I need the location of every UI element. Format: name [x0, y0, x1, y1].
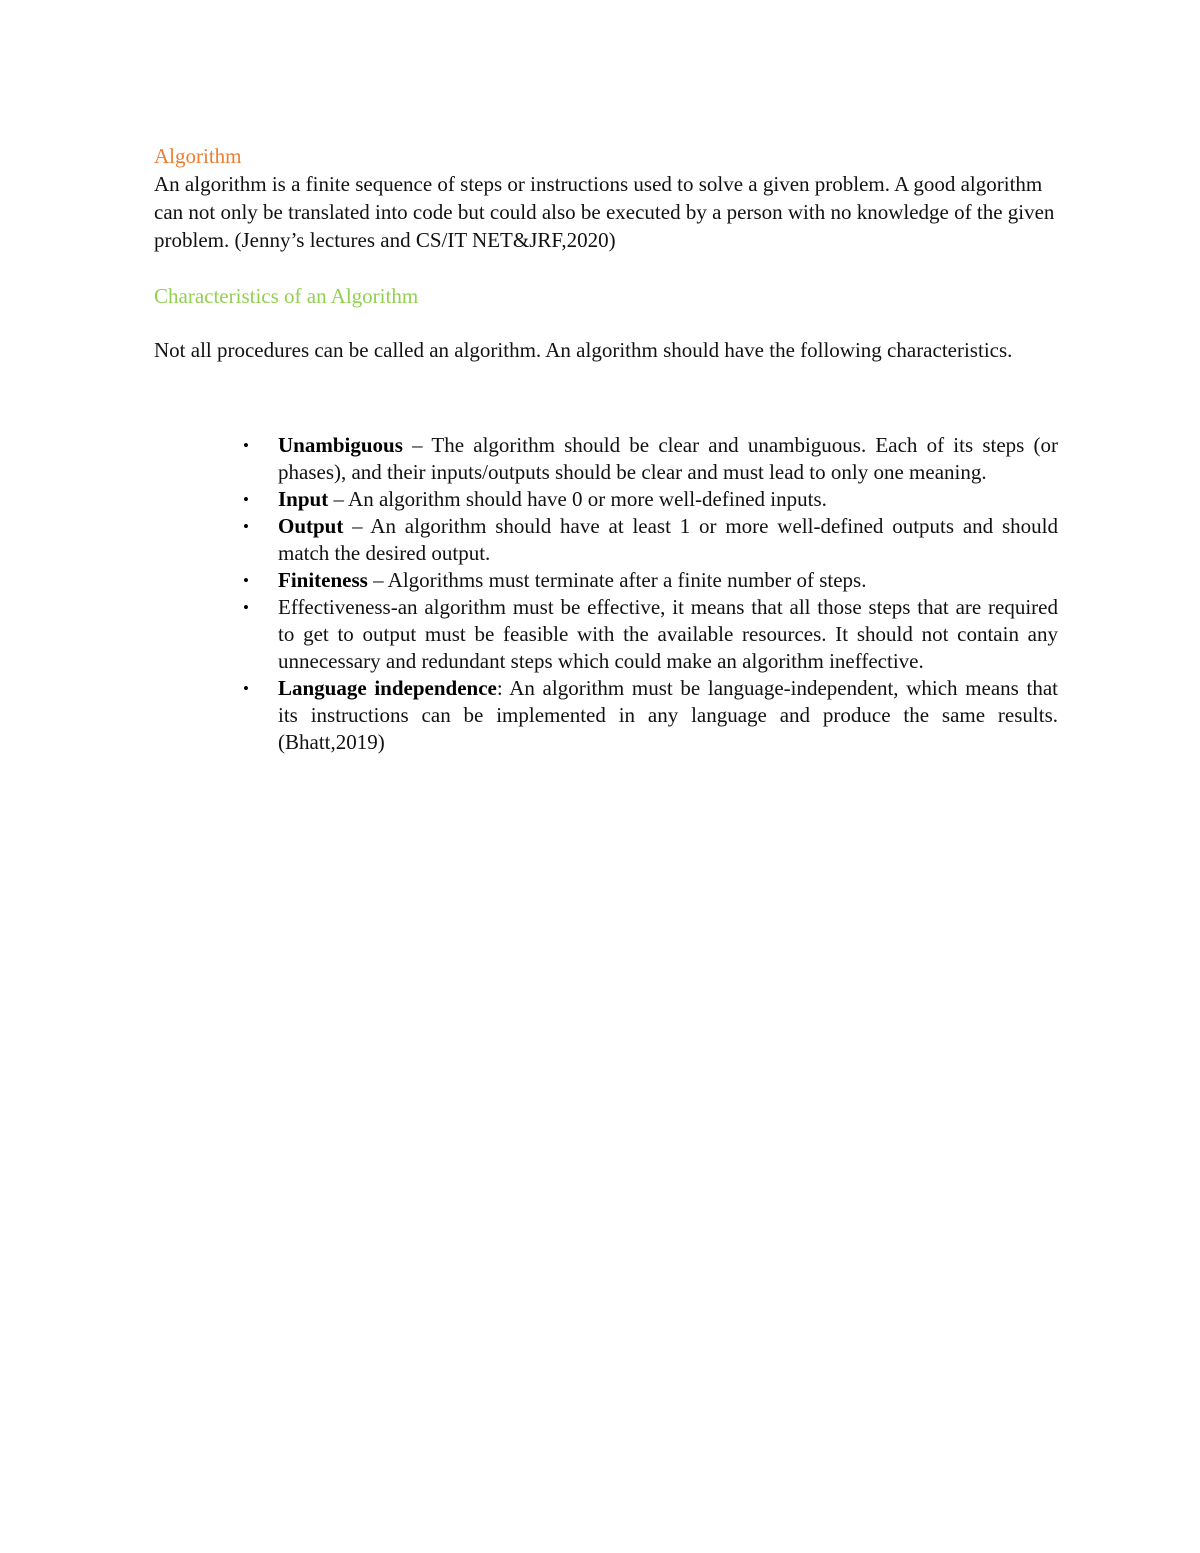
term-label: Input — [278, 487, 329, 511]
bullet-icon: • — [243, 490, 249, 509]
bullet-icon: • — [243, 679, 249, 698]
bullet-icon: • — [243, 571, 249, 590]
characteristics-intro-paragraph: Not all procedures can be called an algorithm. An algorithm should have the following characteristics. — [154, 338, 1013, 362]
term-description: Effectiveness-an algorithm must be effective, it means that all those steps that are required to get to output must be feasible with the available resources. It should not contain any unnecessary and redundant steps which could make an algorithm ineffective. — [278, 595, 1058, 673]
term-label: Finiteness — [278, 568, 368, 592]
bullet-icon: • — [243, 517, 249, 536]
term-description: – An algorithm should have 0 or more well-defined inputs. — [328, 487, 827, 511]
heading-characteristics: Characteristics of an Algorithm — [154, 284, 419, 308]
algorithm-definition-paragraph: An algorithm is a finite sequence of steps or instructions used to solve a given problem. A good algorithm can not only be translated into code but could also be executed by a person with no knowledge of the given problem. (Jenny’s lectures and CS/IT NET&JRF,2020) — [154, 172, 1055, 252]
list-item-finiteness — [243, 567, 1058, 594]
term-label: Unambiguous — [278, 433, 403, 457]
term-description: – Algorithms must terminate after a finite number of steps. — [367, 568, 867, 592]
bullet-icon: • — [243, 436, 249, 455]
term-description: : An algorithm must be language-independent, which means that its instructions can be implemented in any language and produce the same results. (Bhatt,2019) — [278, 676, 1058, 754]
term-description: – An algorithm should have at least 1 or more well-defined outputs and should match the desired output. — [278, 514, 1058, 565]
list-item-effectiveness — [243, 594, 1058, 675]
bullet-icon: • — [243, 598, 249, 617]
document-body — [154, 142, 1058, 756]
list-item-output — [243, 513, 1058, 567]
list-item-input — [243, 486, 1058, 513]
list-item-language-independence — [243, 675, 1058, 756]
characteristics-list — [154, 432, 1058, 756]
heading-algorithm: Algorithm — [154, 144, 242, 168]
term-label: Language independence — [278, 676, 497, 700]
term-description: – The algorithm should be clear and unambiguous. Each of its steps (or phases), and their inputs/outputs should be clear and must lead to only one meaning. — [278, 433, 1058, 484]
list-item-unambiguous — [243, 432, 1058, 486]
term-label: Output — [278, 514, 344, 538]
